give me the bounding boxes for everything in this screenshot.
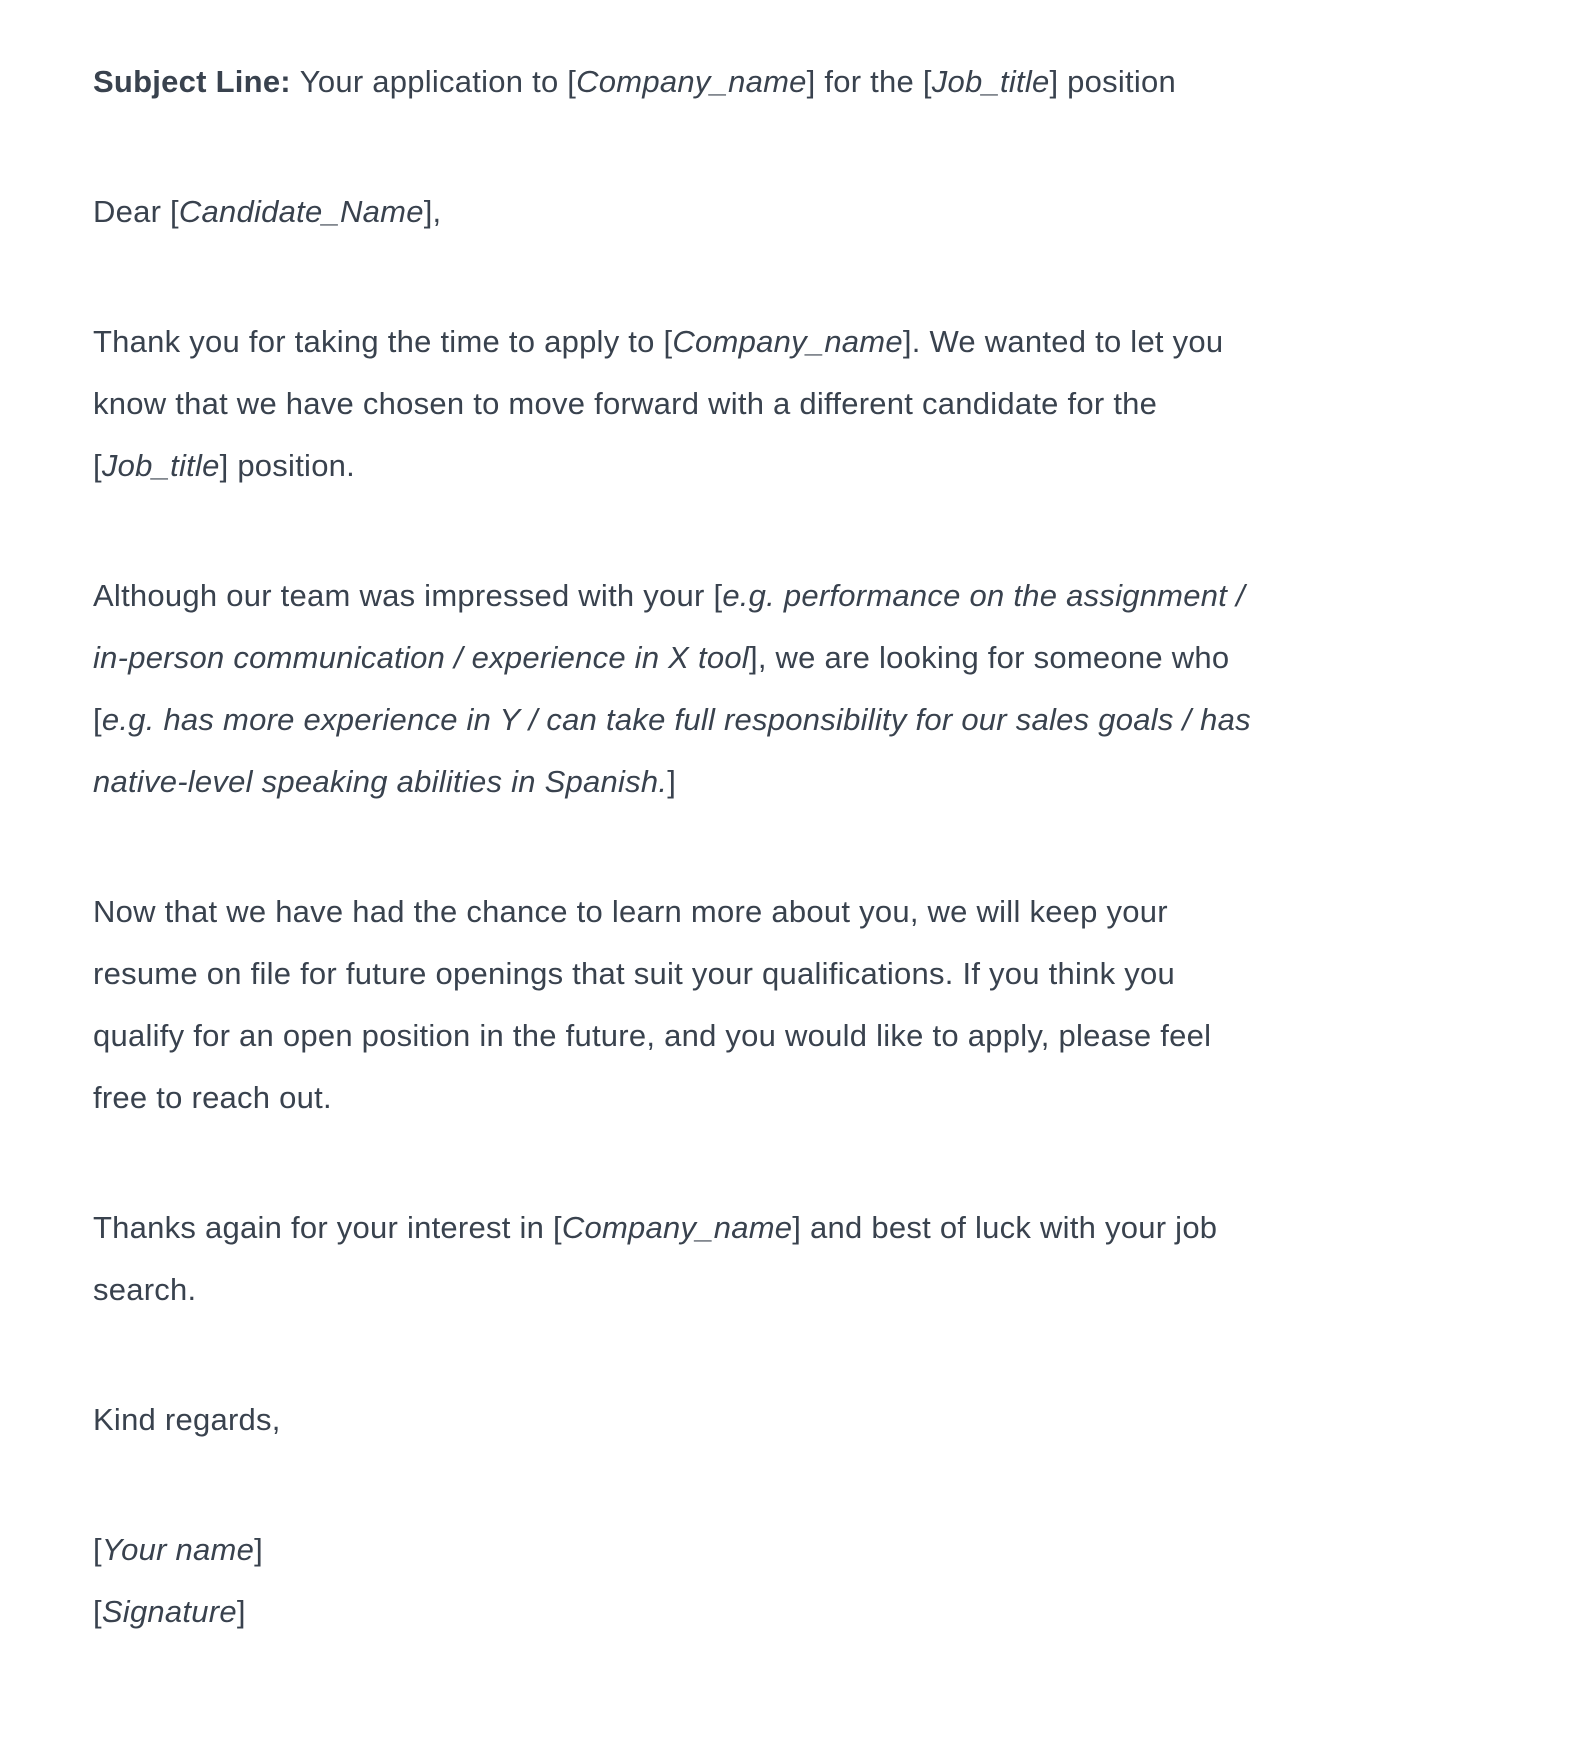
placeholder-text: Your name — [101, 1532, 255, 1567]
placeholder-text: Signature — [101, 1594, 237, 1629]
placeholder-text: in-person communication / experience in X tool — [93, 640, 749, 675]
body-text: ], we are looking for someone who — [748, 640, 1230, 675]
body-text: ], — [423, 194, 442, 229]
paragraph-thanks-again — [93, 1197, 1479, 1321]
paragraph-keep-on-file-line — [93, 1005, 1479, 1067]
body-text: qualify for an open position in the future, and you would like to apply, please feel — [93, 1018, 1212, 1053]
body-text: ] position — [1049, 64, 1177, 99]
body-text: resume on file for future openings that suit your qualifications. If you think you — [93, 956, 1175, 991]
body-text: Your application to [ — [299, 64, 577, 99]
placeholder-text: Company_name — [672, 324, 903, 359]
subject-line — [93, 51, 1479, 113]
salutation — [93, 181, 1479, 243]
placeholder-text: e.g. has more experience in Y / can take full responsibility for our sales goals / has — [101, 702, 1251, 737]
body-text: ] for the [ — [806, 64, 932, 99]
paragraph-feedback-line — [93, 689, 1479, 751]
paragraph-feedback-line — [93, 565, 1479, 627]
body-text: [ — [93, 1594, 102, 1629]
body-text: free to reach out. — [93, 1080, 332, 1115]
body-text: Although our team was impressed with your [ — [93, 578, 723, 613]
body-text: [ — [93, 702, 102, 737]
paragraph-feedback-line — [93, 627, 1479, 689]
placeholder-text: native-level speaking abilities in Spanish. — [93, 764, 668, 799]
paragraph-keep-on-file-line — [93, 943, 1479, 1005]
signature-block-line — [93, 1581, 1479, 1643]
paragraph-thank-you-line — [93, 435, 1479, 497]
paragraph-thanks-again-line — [93, 1259, 1479, 1321]
paragraph-thank-you — [93, 311, 1479, 497]
paragraph-thanks-again-line — [93, 1197, 1479, 1259]
paragraph-keep-on-file-line — [93, 881, 1479, 943]
paragraph-feedback — [93, 565, 1479, 813]
body-text: ] and best of luck with your job — [792, 1210, 1218, 1245]
body-text: [ — [93, 1532, 102, 1567]
body-text: Now that we have had the chance to learn more about you, we will keep your — [93, 894, 1168, 929]
salutation-line — [93, 181, 1479, 243]
placeholder-text: Job_title — [101, 448, 220, 483]
paragraph-feedback-line — [93, 751, 1479, 813]
body-text: Dear [ — [93, 194, 179, 229]
body-text: Thanks again for your interest in [ — [93, 1210, 562, 1245]
paragraph-thank-you-line — [93, 311, 1479, 373]
body-text: ] — [667, 764, 677, 799]
body-text: [ — [93, 448, 102, 483]
signature-block-line — [93, 1519, 1479, 1581]
placeholder-text: Candidate_Name — [178, 194, 424, 229]
body-text: search. — [93, 1272, 197, 1307]
body-text: ] — [254, 1532, 263, 1567]
body-text: Kind regards, — [93, 1402, 281, 1437]
body-text: ] — [236, 1594, 246, 1629]
label-text: Subject Line: — [93, 64, 300, 99]
signature-block — [93, 1519, 1479, 1643]
placeholder-text: e.g. performance on the assignment / — [722, 578, 1245, 613]
body-text: Thank you for taking the time to apply to [ — [93, 324, 673, 359]
placeholder-text: Company_name — [561, 1210, 793, 1245]
placeholder-text: Company_name — [576, 64, 807, 99]
subject-line-line — [93, 51, 1479, 113]
closing — [93, 1389, 1479, 1451]
body-text: ] position. — [219, 448, 356, 483]
body-text: ]. We wanted to let you — [902, 324, 1224, 359]
paragraph-keep-on-file-line — [93, 1067, 1479, 1129]
closing-line — [93, 1389, 1479, 1451]
paragraph-keep-on-file — [93, 881, 1479, 1129]
body-text: know that we have chosen to move forward with a different candidate for the — [93, 386, 1158, 421]
paragraph-thank-you-line — [93, 373, 1479, 435]
placeholder-text: Job_title — [931, 64, 1050, 99]
